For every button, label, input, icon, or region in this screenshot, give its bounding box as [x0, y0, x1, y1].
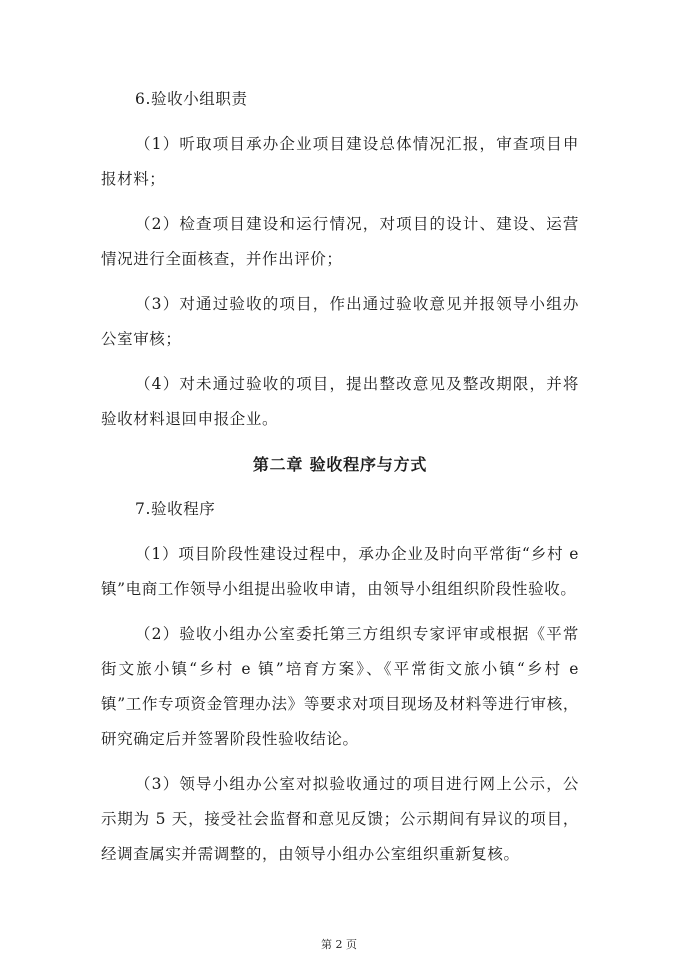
paragraph-6-2: （2）检查项目建设和运行情况，对项目的设计、建设、运营情况进行全面核查，并作出评价；	[101, 215, 579, 268]
paragraph-7-1: （1）项目阶段性建设过程中，承办企业及时向平常街“乡村 e 镇”电商工作领导小组提出验收申请，由领导小组组织阶段性验收。	[101, 545, 579, 598]
paragraph-6-3: （3）对通过验收的项目，作出通过验收意见并报领导小组办公室审核；	[101, 295, 579, 348]
paragraph-7-2: （2）验收小组办公室委托第三方组织专家评审或根据《平常街文旅小镇“乡村 e 镇”培育方案》、《平常街文旅小镇“乡村 e 镇”工作专项资金管理办法》等要求对项目现场及材料等进行审核，研究确定后并签署阶段性验收结论。	[101, 625, 579, 748]
document-body	[101, 82, 579, 882]
section-heading-7: 7.验收程序	[135, 500, 216, 518]
page-number: 第 2 页	[321, 938, 357, 951]
paragraph-6-1: （1）听取项目承办企业项目建设总体情况汇报，审查项目申报材料；	[101, 135, 579, 188]
paragraph-6-4: （4）对未通过验收的项目，提出整改意见及整改期限，并将验收材料退回申报企业。	[101, 375, 579, 428]
paragraph-7-3: （3）领导小组办公室对拟验收通过的项目进行网上公示，公示期为 5 天，接受社会监督和意见反馈；公示期间有异议的项目，经调查属实并需调整的，由领导小组办公室组织重新复核。	[101, 775, 579, 863]
chapter-title: 第二章 验收程序与方式	[252, 455, 428, 474]
section-heading-6: 6.验收小组职责	[135, 90, 248, 108]
